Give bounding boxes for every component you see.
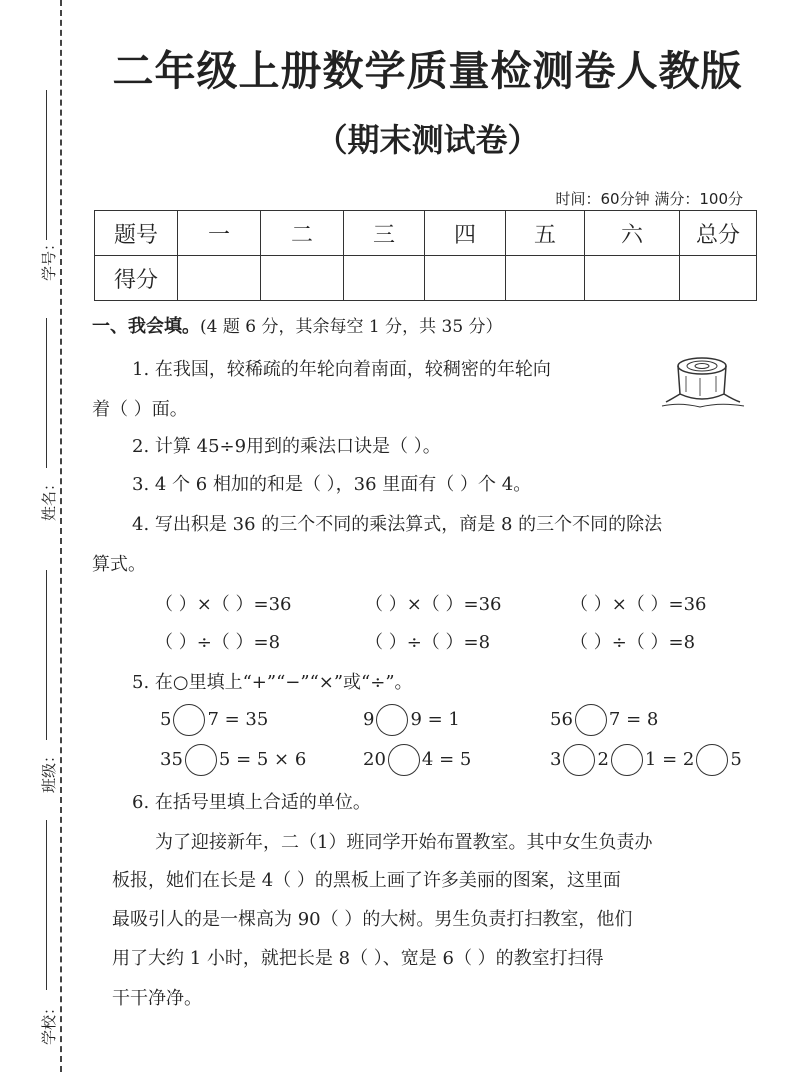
time-info: 时间：60分钟 满分：100分 (555, 190, 743, 208)
school-line (46, 820, 47, 990)
page-subtitle: （期末测试卷） (315, 121, 540, 159)
question-4-line-2: 算式。 (92, 554, 146, 575)
score-cell[interactable] (261, 256, 344, 301)
question-6-paragraph-line: 为了迎接新年，二（1）班同学开始布置教室。其中女生负责办 (155, 832, 653, 853)
tree-stump-image (660, 352, 745, 412)
row-label-cell: 得分 (95, 256, 178, 301)
operator-circle[interactable] (563, 744, 595, 776)
operator-item (550, 744, 742, 776)
header-cell: 三 (344, 211, 425, 256)
student-id-label: 学号： (40, 235, 59, 282)
operator-item (550, 704, 658, 736)
class-label: 班级： (40, 747, 59, 794)
header-cell: 四 (425, 211, 506, 256)
name-field[interactable] (8, 318, 58, 528)
school-label: 学校： (40, 999, 59, 1046)
question-6: 6. 在括号里填上合适的单位。 (132, 792, 371, 813)
mult-expression: （ ）×（ ）=36 (365, 594, 502, 615)
question-6-paragraph-line: 干干净净。 (112, 988, 202, 1009)
operand: 5 = 5 × 6 (218, 749, 307, 770)
question-6-paragraph-line: 用了大约 1 小时，就把长是 8（ ）、宽是 6（ ）的教室打扫得 (112, 948, 604, 969)
header-cell: 题号 (95, 211, 178, 256)
question-2: 2. 计算 45÷9用到的乘法口诀是（ ）。 (132, 436, 441, 457)
question-1-line-2: 着（ ）面。 (92, 399, 188, 420)
question-3: 3. 4 个 6 相加的和是（ ），36 里面有（ ）个 4。 (132, 474, 532, 495)
question-5: 5. 在○里填上“+”“−”“×”或“÷”。 (132, 672, 413, 693)
mult-expression: （ ）×（ ）=36 (155, 594, 292, 615)
operator-circle[interactable] (611, 744, 643, 776)
div-expression: （ ）÷（ ）=8 (155, 632, 281, 653)
operator-circle[interactable] (185, 744, 217, 776)
score-cell[interactable] (680, 256, 757, 301)
section-title: 一、我会填。 (92, 316, 200, 337)
header-cell: 二 (261, 211, 344, 256)
page-title: 二年级上册数学质量检测卷人教版 (112, 47, 743, 95)
question-4-line-1: 4. 写出积是 36 的三个不同的乘法算式，商是 8 的三个不同的除法 (132, 514, 663, 535)
header-cell: 六 (585, 211, 680, 256)
header-cell: 一 (178, 211, 261, 256)
score-cell[interactable] (425, 256, 506, 301)
operand: 1 = 2 (644, 749, 695, 770)
school-field[interactable] (8, 820, 58, 1050)
operand: 9 = 1 (410, 709, 460, 730)
student-id-field[interactable] (8, 80, 58, 280)
name-label: 姓名： (40, 475, 59, 522)
student-id-line (46, 90, 47, 240)
score-cell[interactable] (585, 256, 680, 301)
mult-expression: （ ）×（ ）=36 (570, 594, 707, 615)
score-cell[interactable] (178, 256, 261, 301)
div-expression: （ ）÷（ ）=8 (365, 632, 491, 653)
score-cell[interactable] (506, 256, 585, 301)
operator-item (363, 744, 471, 776)
class-field[interactable] (8, 570, 59, 794)
operator-circle[interactable] (376, 704, 408, 736)
operator-item (160, 744, 306, 776)
class-line (46, 570, 47, 740)
operator-circle[interactable] (173, 704, 205, 736)
operand: 56 (550, 709, 573, 730)
operator-item (160, 704, 268, 736)
operator-circle[interactable] (388, 744, 420, 776)
operator-item (363, 704, 460, 736)
score-table (94, 210, 757, 301)
operand: 9 (363, 709, 375, 730)
question-1-line-1: 1. 在我国，较稀疏的年轮向着南面，较稠密的年轮向 (132, 359, 551, 380)
header-cell: 总分 (680, 211, 757, 256)
question-6-paragraph-line: 板报，她们在长是 4（ ）的黑板上画了许多美丽的图案，这里面 (112, 870, 621, 891)
operand: 35 (160, 749, 183, 770)
score-table-score-row (95, 256, 757, 301)
name-line (46, 318, 47, 468)
operand: 7 = 8 (608, 709, 659, 730)
operand: 5 (160, 709, 172, 730)
section-note: (4 题 6 分，其余每空 1 分，共 35 分） (200, 317, 503, 337)
score-table-header-row (95, 211, 757, 256)
operand: 7 = 35 (207, 709, 269, 730)
score-cell[interactable] (344, 256, 425, 301)
section-heading (92, 312, 503, 338)
operand: 3 (550, 749, 562, 770)
question-6-paragraph-line: 最吸引人的是一棵高为 90（ ）的大树。男生负责打扫教室，他们 (112, 909, 633, 930)
operand: 2 (597, 749, 609, 770)
header-cell: 五 (506, 211, 585, 256)
operand: 20 (363, 749, 386, 770)
operator-circle[interactable] (575, 704, 607, 736)
operand: 5 (730, 749, 742, 770)
operator-circle[interactable] (696, 744, 728, 776)
operand: 4 = 5 (421, 749, 472, 770)
div-expression: （ ）÷（ ）=8 (570, 632, 696, 653)
